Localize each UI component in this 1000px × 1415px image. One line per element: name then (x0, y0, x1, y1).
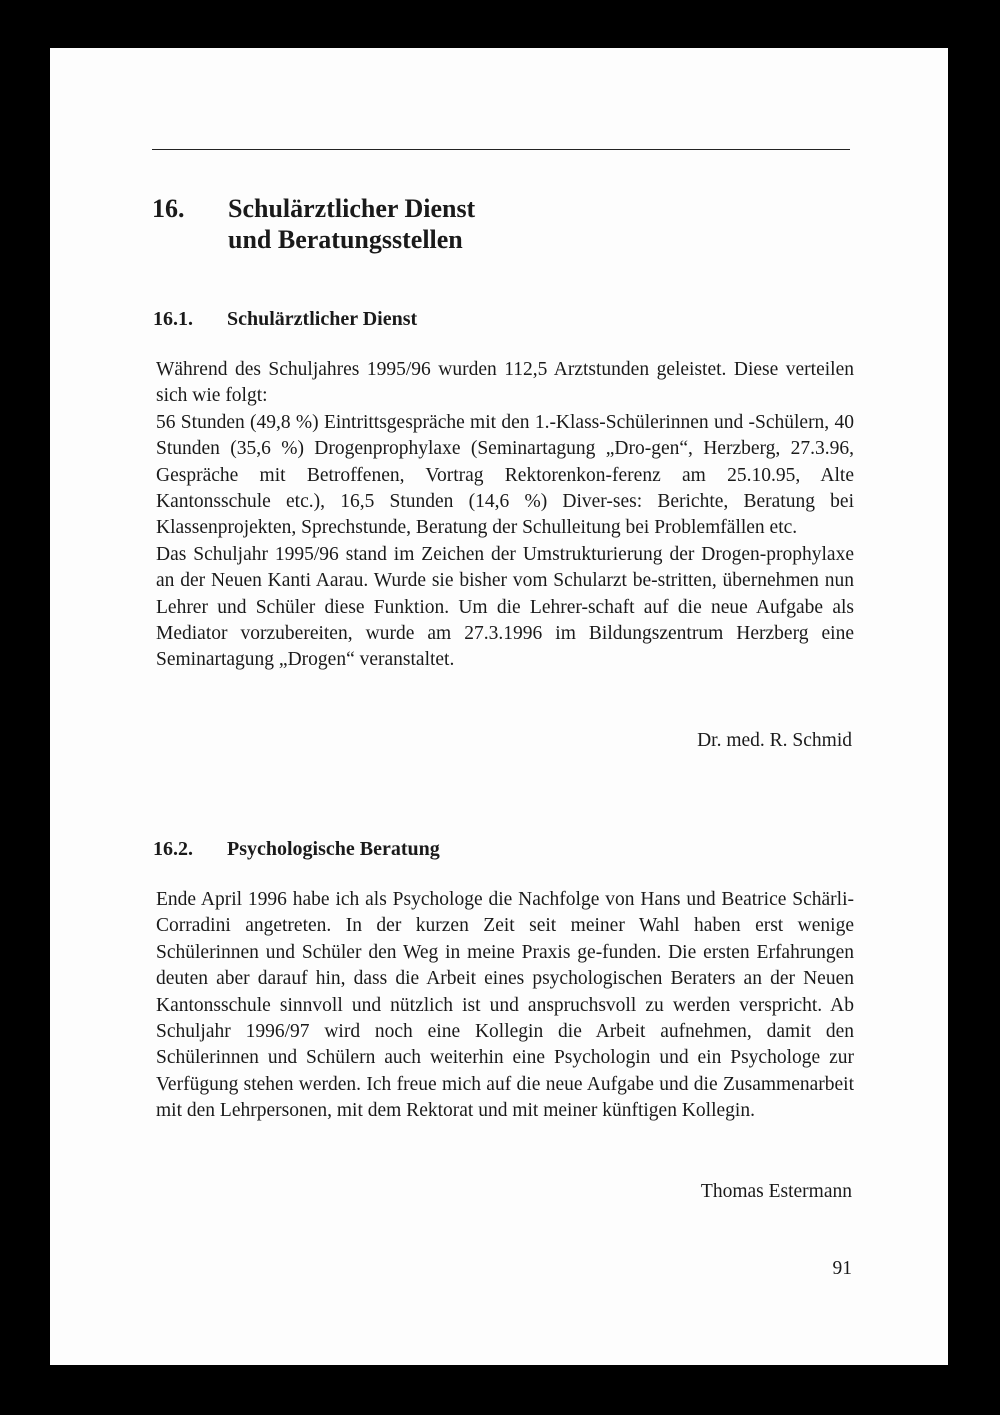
chapter-title-line-1: Schulärztlicher Dienst (228, 194, 476, 223)
paragraph: 56 Stunden (49,8 %) Eintrittsgespräche mit den 1.-Klass-Schülerinnen und -Schülern, 40 Stunden (35,6 %) Drogenprophylaxe (Seminartagung „Dro-gen“, Herzberg, 27.3.96, Gespräche mit Betroffenen, Vortrag Rektorenkon-ferenz am 25.10.95, Alte Kantonsschule etc.), 16,5 Stunden (14,6 %) Diver-ses: Berichte, Beratung bei Klassenprojekten, Sprechstunde, Beratung der Schulleitung bei Problemfällen etc. (156, 411, 854, 539)
section-body-16-2 (156, 887, 854, 1125)
chapter-title-line-2: und Beratungsstellen (228, 225, 463, 254)
document-page (50, 48, 948, 1365)
section-title: Psychologische Beratung (227, 838, 440, 860)
section-number: 16.1. (153, 308, 193, 330)
signature-schmid: Dr. med. R. Schmid (697, 730, 852, 751)
header-rule (152, 149, 850, 150)
signature-estermann: Thomas Estermann (700, 1181, 852, 1202)
chapter-number: 16. (152, 194, 185, 223)
chapter-title (228, 193, 828, 255)
section-body-16-1 (156, 357, 854, 674)
paragraph: Ende April 1996 habe ich als Psychologe die Nachfolge von Hans und Beatrice Schärli-Corradini angetreten. In der kurzen Zeit seit meiner Wahl haben erst wenige Schülerinnen und Schüler den Weg in meine Praxis ge-funden. Die ersten Erfahrungen deuten aber darauf hin, dass die Arbeit eines psychologischen Beraters an der Neuen Kantonsschule sinnvoll und nützlich ist und anspruchsvoll zu werden verspricht. Ab Schuljahr 1996/97 wird noch eine Kollegin die Arbeit aufnehmen, damit den Schülerinnen und Schülern auch weiterhin eine Psychologin und ein Psychologe zur Verfügung stehen werden. Ich freue mich auf die neue Aufgabe und die Zusammenarbeit mit den Lehrpersonen, mit dem Rektorat und mit meiner künftigen Kollegin. (156, 889, 854, 1122)
section-number: 16.2. (153, 838, 193, 860)
page-number: 91 (832, 1258, 852, 1279)
section-title: Schulärztlicher Dienst (227, 308, 418, 330)
paragraph: Während des Schuljahres 1995/96 wurden 112,5 Arztstunden geleistet. Diese verteilen sich wie folgt: (156, 359, 854, 407)
paragraph: Das Schuljahr 1995/96 stand im Zeichen der Umstrukturierung der Drogen-prophylaxe an der Neuen Kanti Aarau. Wurde sie bisher vom Schularzt be-stritten, übernehmen nun Lehrer und Schüler diese Funktion. Um die Lehrer-schaft auf die neue Aufgabe als Mediator vorzubereiten, wurde am 27.3.1996 im Bildungszentrum Herzberg eine Seminartagung „Drogen“ veranstaltet. (156, 543, 854, 671)
